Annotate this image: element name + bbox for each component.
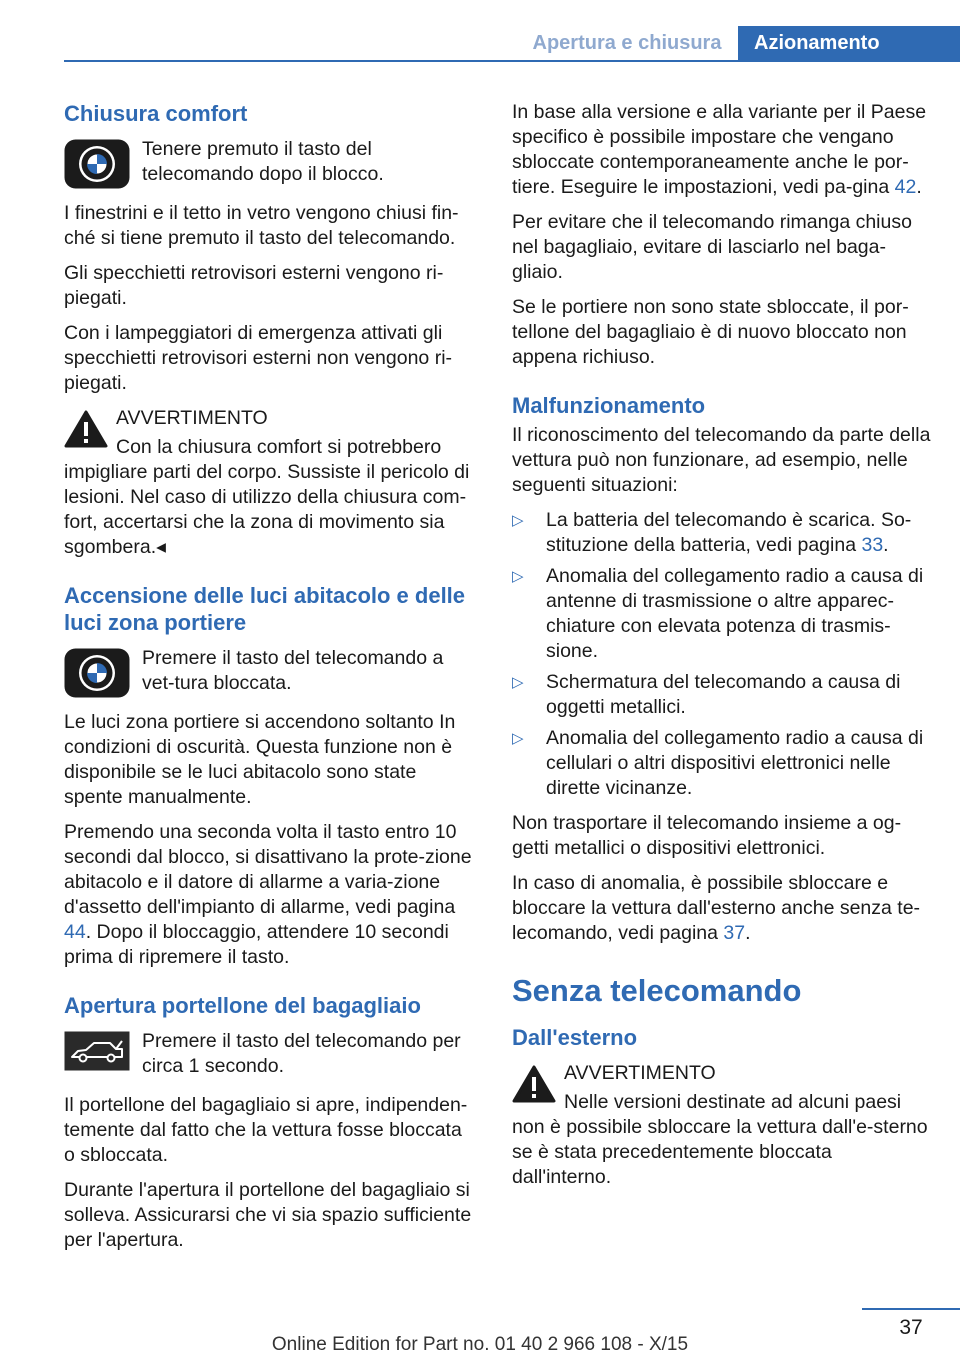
malfunction-intro: Il riconoscimento del telecomando da parte della vettura può non funzionare, ad esempio, nelle seguenti situazioni: (512, 424, 931, 496)
trunk-instruction (64, 1029, 478, 1081)
warning-triangle-icon (512, 1065, 556, 1110)
malfunction-paragraph-1: Non trasportare il telecomando insieme a og-getti metallici o dispositivi elettronici. (512, 812, 902, 859)
header-chapter-tab[interactable]: Azionamento (738, 26, 960, 60)
header-rule (64, 60, 960, 62)
lights-instruction (64, 646, 478, 698)
list-item: ▷ Anomalia del collegamento radio a causa di antenne di trasmissione o altre apparec-chiature con elevata potenza di trasmis-sione. (512, 565, 924, 662)
lights-instruction-text: Premere il tasto del telecomando a vet-tura bloccata. (142, 647, 444, 694)
bullet-triangle-icon: ▷ (512, 730, 524, 747)
heading-trunk-open: Apertura portellone del bagagliaio (64, 993, 421, 1018)
comfort-paragraph-1: I finestrini e il tetto in vetro vengono chiusi fin-ché si tiene premuto il tasto del telecomando. (64, 202, 459, 249)
heading-without-remote: Senza telecomando (512, 973, 802, 1008)
right-paragraph-1: In base alla versione e alla variante per il Paese specifico è possibile impostare che vengano sbloccate contemporaneamente anche le por-tiere. Eseguire le impostazioni, vedi pa-gina 42. (512, 101, 927, 198)
malfunction-paragraph-2: In caso di anomalia, è possibile sbloccare e bloccare la vettura dall'esterno anche senza te-lecomando, vedi pagina 37. (512, 872, 921, 944)
comfort-warning (64, 406, 478, 560)
comfort-instruction-text: Tenere premuto il tasto del telecomando dopo il blocco. (142, 138, 384, 185)
trunk-instruction-text: Premere il tasto del telecomando per circa 1 secondo. (142, 1030, 461, 1077)
heading-malfunction: Malfunzionamento (512, 393, 706, 418)
warning-triangle-icon (64, 410, 108, 455)
page-link-42[interactable]: 42 (894, 176, 917, 198)
right-paragraph-3: Se le portiere non sono state sbloccate, il por-tellone del bagagliaio è di nuovo bloccato non appena richiuso. (512, 296, 909, 368)
comfort-warning-title: AVVERTIMENTO (116, 407, 268, 429)
bullet-triangle-icon: ▷ (512, 512, 524, 529)
left-column (64, 100, 478, 1263)
remote-lock-button-icon (64, 648, 130, 705)
right-paragraph-2: Per evitare che il telecomando rimanga chiuso nel bagagliaio, evitare di lasciarlo nel baga-gliaio. (512, 211, 912, 283)
comfort-paragraph-2: Gli specchietti retrovisori esterni vengono ri-piegati. (64, 262, 444, 309)
list-item: ▷ La batteria del telecomando è scarica. So-stituzione della batteria, vedi pagina 33. (512, 509, 912, 556)
trunk-paragraph-1: Il portellone del bagagliaio si apre, indipenden-temente dal fatto che la vettura fosse bloccata o sbloccata. (64, 1094, 468, 1166)
outside-warning (512, 1061, 932, 1190)
remote-lock-button-icon (64, 139, 130, 196)
bullet-triangle-icon: ▷ (512, 568, 524, 585)
comfort-paragraph-3: Con i lampeggiatori di emergenza attivati gli specchietti retrovisori esterni non vengono ri-piegati. (64, 322, 453, 394)
comfort-instruction (64, 137, 478, 189)
bullet-triangle-icon: ▷ (512, 674, 524, 691)
page-link-37[interactable]: 37 (723, 922, 746, 944)
comfort-warning-text: Con la chiusura comfort si potrebbero impigliare parti del corpo. Sussiste il pericolo di lesioni. Nel caso di utilizzo della chiusura com-fort, accertarsi che la zona di movimento sia sgombera.◂ (64, 436, 470, 558)
header-section-tab[interactable]: Apertura e chiusura (532, 32, 722, 54)
page-link-44[interactable]: 44 (64, 921, 86, 943)
list-item: ▷ Anomalia del collegamento radio a causa di cellulari o altri dispositivi elettronici nelle dirette vicinanze. (512, 727, 924, 799)
heading-from-outside: Dall'esterno (512, 1025, 638, 1050)
right-column (512, 100, 932, 1200)
page-link-33[interactable]: 33 (861, 534, 884, 556)
car-trunk-button-icon (64, 1031, 130, 1078)
outside-warning-title: AVVERTIMENTO (564, 1062, 716, 1084)
trunk-paragraph-2: Durante l'apertura il portellone del bagagliaio si solleva. Assicurarsi che vi sia spazio sufficiente per l'apertura. (64, 1179, 472, 1251)
list-item: ▷ Schermatura del telecomando a causa di oggetti metallici. (512, 671, 901, 718)
malfunction-list (512, 508, 932, 801)
outside-warning-text: Nelle versioni destinate ad alcuni paesi non è possibile sbloccare la vettura dall'e-sterno se è stata precedentemente bloccata dall'interno. (512, 1091, 928, 1188)
page-number: 37 (862, 1308, 960, 1340)
edition-footer: Online Edition for Part no. 01 40 2 966 108 - X/15 (271, 1334, 689, 1355)
lights-paragraph-1: Le luci zona portiere si accendono soltanto In condizioni di oscurità. Questa funzione non è disponibile se le luci abitacolo sono state spente manualmente. (64, 711, 456, 808)
heading-comfort-close: Chiusura comfort (64, 101, 248, 126)
heading-interior-lights: Accensione delle luci abitacolo e delle luci zona portiere (64, 583, 466, 635)
lights-paragraph-2: Premendo una seconda volta il tasto entro 10 secondi dal blocco, si disattivano la prote-zione abitacolo e il datore di allarme a varia-zione d'assetto dell'impianto di allarme, vedi pagina 44. Dopo il bloccaggio, attendere 10 secondi prima di ripremere il tasto. (64, 821, 472, 968)
